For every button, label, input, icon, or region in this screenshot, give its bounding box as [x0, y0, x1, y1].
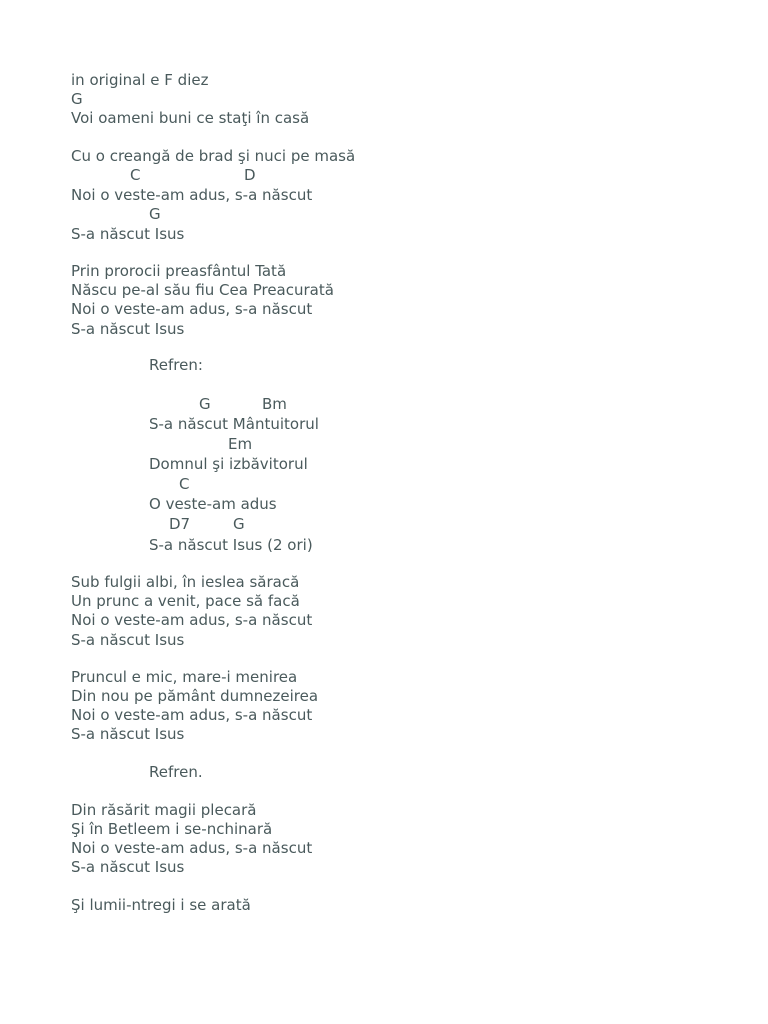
chord: G	[233, 515, 245, 533]
lyric-line: Pruncul e mic, mare-i menirea	[71, 668, 298, 686]
lyric-line: Din nou pe pământ dumnezeirea	[71, 687, 319, 705]
chord: D	[244, 166, 256, 184]
lyric-line: Din răsărit magii plecară	[71, 801, 257, 819]
lyric-line: Şi în Betleem i se-nchinară	[71, 820, 273, 838]
lyric-line: Noi o veste-am adus, s-a născut	[71, 300, 313, 318]
chord: Bm	[262, 395, 287, 413]
chord: Em	[228, 435, 253, 453]
lyric-line: Voi oameni buni ce staţi în casă	[71, 109, 310, 127]
lyric-line: S-a născut Isus	[71, 320, 185, 338]
lyric-line: Cu o creangă de brad şi nuci pe masă	[71, 147, 356, 165]
refrain-line: S-a născut Mântuitorul	[149, 415, 319, 433]
refrain-line: Domnul şi izbăvitorul	[149, 455, 308, 473]
refrain-heading: Refren:	[149, 356, 203, 374]
chord: D7	[169, 515, 191, 533]
chord: C	[179, 475, 190, 493]
lyric-line: S-a născut Isus	[71, 725, 185, 743]
lyric-line: S-a născut Isus	[71, 631, 185, 649]
refrain-heading: Refren.	[149, 763, 203, 781]
lyric-line: Născu pe-al său fiu Cea Preacurată	[71, 281, 334, 299]
lyric-line: Prin prorocii preasfântul Tată	[71, 262, 287, 280]
lyric-line: Noi o veste-am adus, s-a născut	[71, 839, 313, 857]
lyric-line: Noi o veste-am adus, s-a născut	[71, 611, 313, 629]
lyric-line: Noi o veste-am adus, s-a născut	[71, 186, 313, 204]
refrain-line: S-a născut Isus (2 ori)	[149, 536, 313, 554]
lyric-line: Şi lumii-ntregi i se arată	[71, 896, 251, 914]
chord-line: G	[71, 90, 83, 108]
lyric-line: Noi o veste-am adus, s-a născut	[71, 706, 313, 724]
lyric-line: S-a născut Isus	[71, 858, 185, 876]
lyric-line: Sub fulgii albi, în ieslea săracă	[71, 573, 300, 591]
chord: G	[149, 205, 161, 223]
lyric-line: Un prunc a venit, pace să facă	[71, 592, 300, 610]
note-line: in original e F diez	[71, 71, 209, 89]
lyric-line: S-a născut Isus	[71, 225, 185, 243]
chord: G	[199, 395, 211, 413]
refrain-line: O veste-am adus	[149, 495, 277, 513]
chord: C	[130, 166, 141, 184]
